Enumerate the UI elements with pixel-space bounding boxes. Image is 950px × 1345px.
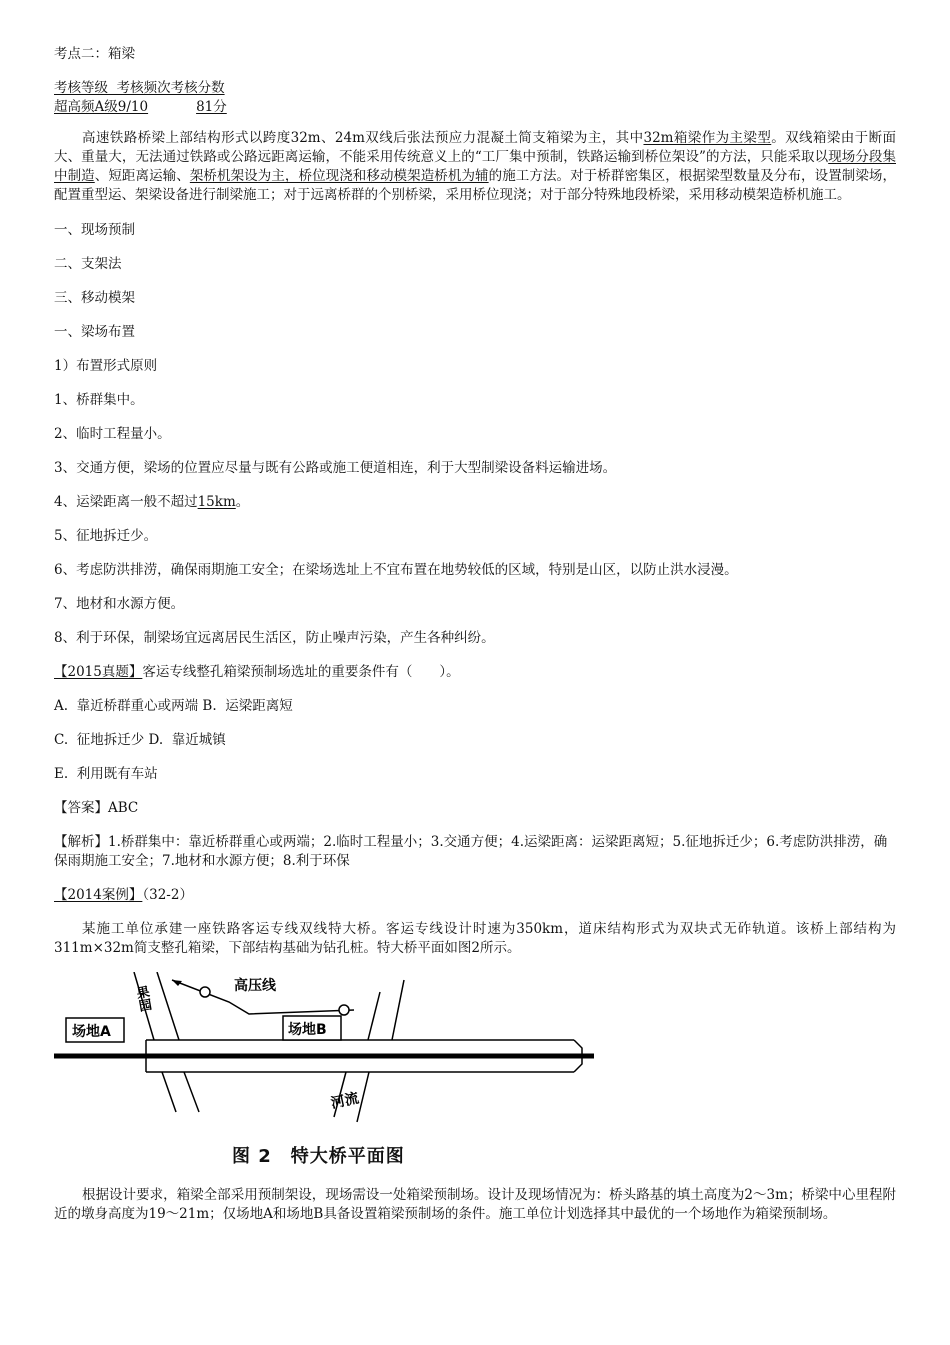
- intro-paragraph: [54, 129, 896, 205]
- spacer: [54, 614, 896, 629]
- option-line: E. 利用既有车站: [54, 766, 158, 782]
- method-item: 二、支架法: [54, 256, 122, 272]
- spacer: [54, 478, 896, 493]
- river-line: [357, 1072, 369, 1122]
- intro-text: 、短距离运输、: [94, 168, 190, 184]
- spacer: [54, 444, 896, 459]
- principle-item: 5、征地拆迁少。: [54, 528, 158, 544]
- spacer: [54, 240, 896, 255]
- case-paragraph: 根据设计要求，箱梁全部采用预制架设，现场需设一处箱梁预制场。设计及现场情况为：桥头路基的填土高度为2～3m；桥梁中心里程附近的墩身高度为19～21m；仅场地A和场地B具备设置箱梁预制场的条件。施工单位计划选择其中最优的一个场地作为箱梁预制场。: [54, 1187, 896, 1222]
- intro-text: 的施工方法。对于桥群密集区，根据梁型数量及分布，设置制梁场，配置重型运、架梁设备进行制梁施工；对于远离桥群的个别桥梁，采用桥位现浇；对于部分特殊地段桥梁，采用移动模架造桥机施工。: [54, 168, 897, 203]
- document-page: [54, 40, 896, 1224]
- intro-underline: 架桥机架设为主，桥位现浇和移动模架造桥机为辅: [189, 168, 489, 184]
- principle-item: 6、考虑防洪排涝，确保雨期施工安全；在梁场选址上不宜布置在地势较低的区域，特别是山区，以防止洪水浸漫。: [54, 562, 738, 578]
- principle-item: 7、地材和水源方便。: [54, 596, 185, 612]
- case-paragraph: 某施工单位承建一座铁路客运专线双线特大桥。客运专线设计时速为350km，道床结构形式为双块式无砟轨道。该桥上部结构为311m×32m简支整孔箱梁，下部结构基础为钻孔桩。特大桥平面如图2所示。: [54, 921, 896, 956]
- spacer: [54, 784, 896, 799]
- analysis-paragraph: 【解析】1.桥群集中：靠近桥群重心或两端；2.临时工程量小；3.交通方便；4.运梁距离：运梁距离短；5.征地拆迁少；6.考虑防洪排涝，确保雨期施工安全；7.地材和水源方便；8.利于环保: [54, 834, 888, 869]
- power-pole: [200, 987, 210, 997]
- principle-item: 3、交通方便，梁场的位置应尽量与既有公路或施工便道相连，利于大型制梁设备料运输进场。: [54, 460, 617, 476]
- method-item: 一、现场预制: [54, 222, 135, 238]
- spacer: [54, 308, 896, 323]
- spacer: [54, 546, 896, 561]
- section-title: 考点二：箱梁: [54, 46, 135, 62]
- spacer: [54, 376, 896, 391]
- option-line: A. 靠近桥群重心或两端 B. 运梁距离短: [54, 698, 293, 714]
- principle-text: 。: [235, 494, 250, 510]
- figure-caption: 图 2 特大桥平面图: [232, 1146, 405, 1167]
- spacer: [54, 512, 896, 527]
- spacer: [54, 274, 896, 289]
- spacer: [54, 580, 896, 595]
- power-line-label: 高压线: [234, 978, 276, 994]
- layout-heading: 一、梁场布置: [54, 324, 135, 340]
- principle-item: 1、桥群集中。: [54, 392, 144, 408]
- answer-line: 【答案】ABC: [54, 800, 139, 816]
- river-label: 河流: [329, 1090, 361, 1112]
- orchard-line: [162, 1072, 176, 1112]
- spacer: [54, 205, 896, 221]
- spacer: [54, 682, 896, 697]
- orchard-label: 果园: [132, 984, 152, 1013]
- case-tag: 【2014案例】: [54, 887, 143, 903]
- bridge-plan-figure: [54, 972, 614, 1172]
- orchard-line: [184, 1072, 199, 1112]
- principle-item: 2、临时工程量小。: [54, 426, 171, 442]
- principle-item: [54, 493, 896, 512]
- intro-text: 。双线箱梁由于断面大、重量大，无法通过铁路或公路远距离运输，不能采用传统意义上的“工厂集中预制，铁路运输到桥位架设”的方法，只能采取以: [54, 130, 897, 165]
- table-cell-score: 81分: [196, 99, 227, 115]
- intro-underline: 32m箱梁作为主梁型: [643, 130, 772, 146]
- principle-text: 4、运梁距离一般不超过: [54, 494, 198, 510]
- table-cell-level: 超高频A级9/10: [54, 99, 149, 115]
- spacer: [54, 648, 896, 663]
- power-pole: [339, 1005, 349, 1015]
- spacer: [54, 1172, 896, 1186]
- river-line: [392, 980, 404, 1040]
- principle-item: 8、利于环保，制梁场宜远离居民生活区，防止噪声污染，产生各种纠纷。: [54, 630, 495, 646]
- table-row: [54, 98, 896, 117]
- spacer: [54, 342, 896, 357]
- principle-underline: 15km: [197, 494, 236, 510]
- case-2014-heading: [54, 886, 896, 905]
- intro-text: 高速铁路桥梁上部结构形式以跨度32m、24m双线后张法预应力混凝土简支箱梁为主，其中: [82, 130, 644, 146]
- case-code: （32-2）: [142, 887, 193, 903]
- principle-heading: 1）布置形式原则: [54, 358, 158, 374]
- spacer: [54, 64, 896, 79]
- intro-underline: 现场分段集中制造: [54, 149, 896, 184]
- site-b-label: 场地B: [288, 1022, 327, 1038]
- table-header: 考核等级 考核频次考核分数: [54, 80, 225, 96]
- question-tag: 【2015真题】: [54, 664, 143, 680]
- river-line: [368, 992, 380, 1040]
- spacer: [54, 905, 896, 920]
- question-2015: [54, 663, 896, 682]
- spacer: [54, 716, 896, 731]
- spacer: [54, 871, 896, 886]
- option-line: C. 征地拆迁少 D. 靠近城镇: [54, 732, 226, 748]
- question-text: 客运专线整孔箱梁预制场选址的重要条件有（ ）。: [142, 664, 460, 680]
- spacer: [54, 818, 896, 833]
- site-a-label: 场地A: [72, 1024, 111, 1040]
- spacer: [54, 410, 896, 425]
- method-item: 三、移动模架: [54, 290, 135, 306]
- spacer: [54, 750, 896, 765]
- spacer: [54, 117, 896, 129]
